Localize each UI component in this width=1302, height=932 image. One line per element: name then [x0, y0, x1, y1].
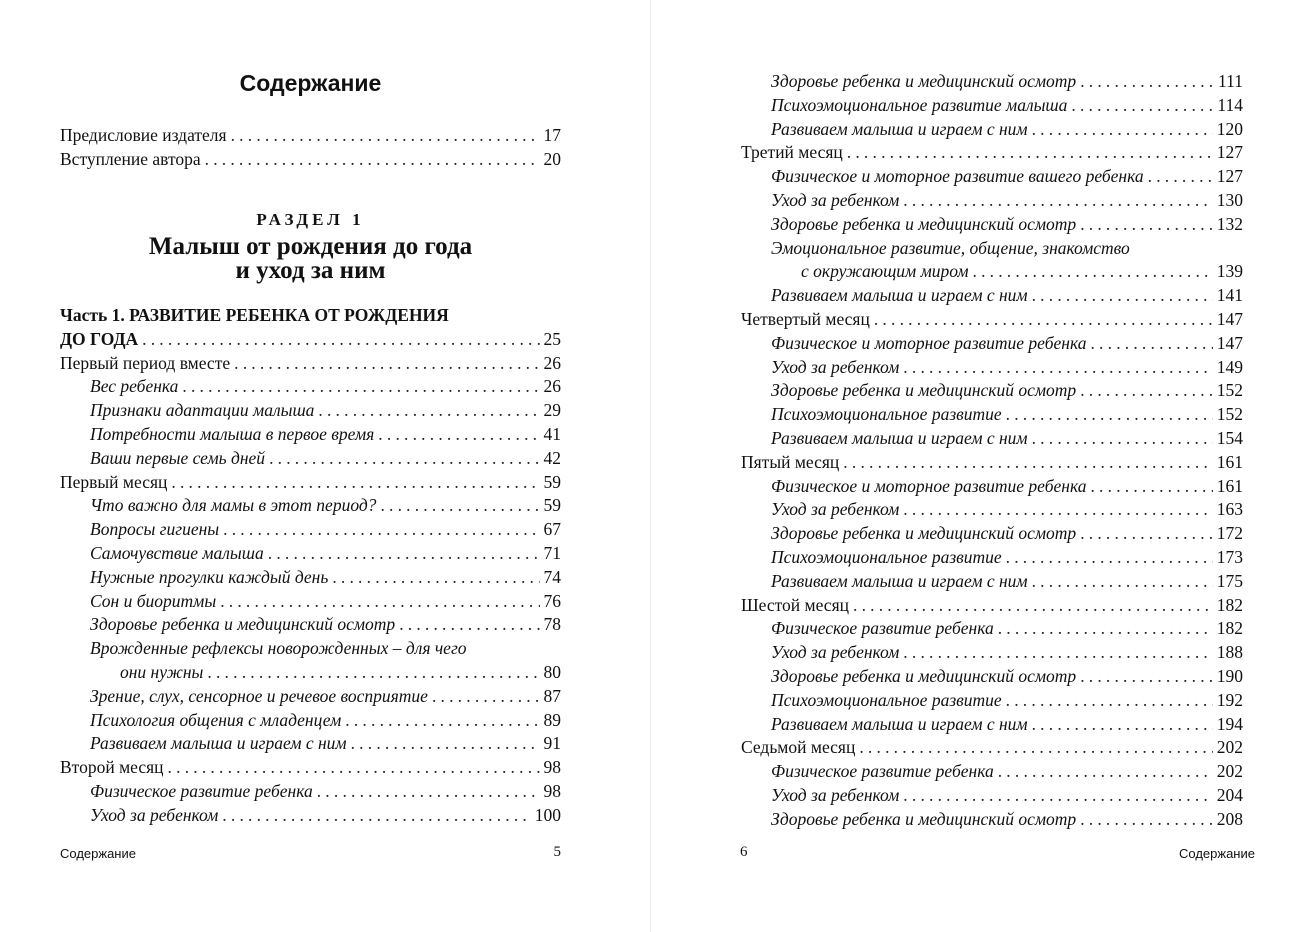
toc-entry-title: Развиваем малыша и играем с ним: [771, 118, 1028, 139]
toc-entry-title: Эмоциональное развитие, общение, знакомство: [771, 237, 1130, 258]
toc-list: [741, 70, 1243, 832]
toc-entry: [60, 709, 561, 733]
toc-entry: [741, 736, 1243, 760]
toc-page-number: 182: [1216, 594, 1243, 615]
dot-leader: [345, 709, 539, 733]
toc-page-number: 190: [1216, 665, 1243, 686]
dot-leader: [1006, 546, 1213, 570]
toc-page-number: 71: [543, 542, 561, 563]
toc-entry-continuation: [741, 260, 1243, 284]
toc-entry-title: Уход за ребенком: [771, 784, 900, 805]
toc-page-number: 67: [543, 519, 561, 540]
dot-leader: [1006, 403, 1213, 427]
toc-entry-title: Предисловие издателя: [60, 125, 227, 145]
toc-page-number: 139: [1216, 261, 1243, 282]
dot-leader: [378, 423, 539, 447]
toc-page-number: 59: [543, 471, 561, 492]
toc-page-number: 87: [543, 685, 561, 706]
dot-leader: [1080, 808, 1213, 832]
dot-leader: [903, 498, 1212, 522]
toc-entry-title: Здоровье ребенка и медицинский осмотр: [771, 523, 1077, 544]
toc-page-number: 114: [1217, 94, 1243, 115]
toc-entry-title-cont: с окружающим миром: [801, 261, 969, 282]
toc-entry-title-cont: ДО ГОДА: [60, 328, 139, 349]
toc-entry: [60, 685, 561, 709]
section-heading: [60, 235, 561, 283]
dot-leader: [1032, 713, 1213, 737]
section-heading-line: и уход за ним: [235, 257, 386, 284]
toc-page-number: 154: [1216, 427, 1243, 448]
dot-leader: [903, 356, 1212, 380]
toc-entry: [741, 379, 1243, 403]
dot-leader: [269, 447, 539, 471]
toc-entry: [741, 70, 1243, 94]
toc-entry: [741, 665, 1243, 689]
toc-entry: [60, 637, 561, 661]
toc-entry-title: Уход за ребенком: [90, 804, 219, 825]
toc-entry-title: Потребности малыша в первое время: [90, 423, 375, 444]
toc-entry: [741, 808, 1243, 832]
toc-entry-title: Физическое развитие ребенка: [771, 618, 994, 639]
toc-entry-title: Сон и биоритмы: [90, 590, 217, 611]
toc-entry: [741, 165, 1243, 189]
toc-page-number: 152: [1216, 404, 1243, 425]
toc-page-number: 25: [543, 328, 561, 349]
toc-entry: [741, 617, 1243, 641]
toc-page-number: 98: [543, 780, 561, 801]
toc-page-number: 182: [1216, 618, 1243, 639]
toc-entry-title-cont: они нужны: [120, 661, 204, 682]
toc-entry: [60, 732, 561, 756]
toc-page-number: 130: [1216, 189, 1243, 210]
dot-leader: [1071, 94, 1213, 118]
toc-entry: [741, 546, 1243, 570]
dot-leader: [380, 494, 539, 518]
page-number: 6: [740, 844, 748, 860]
toc-page-number: 147: [1216, 308, 1243, 329]
dot-leader: [973, 260, 1213, 284]
toc-entry: [60, 542, 561, 566]
toc-entry-title: Развиваем малыша и играем с ним: [771, 427, 1028, 448]
toc-entry-continuation: [60, 328, 561, 352]
toc-entry-title: Нужные прогулки каждый день: [90, 566, 329, 587]
toc-page-number: 41: [543, 423, 561, 444]
toc-entry-title: Врожденные рефлексы новорожденных – для чего: [90, 638, 467, 659]
toc-entry-title: Психоэмоциональное развитие: [771, 546, 1002, 567]
toc-entry-title: Признаки адаптации малыша: [90, 400, 315, 421]
toc-entry: [741, 213, 1243, 237]
toc-page-number: 141: [1216, 285, 1243, 306]
toc-page-number: 132: [1216, 213, 1243, 234]
toc-entry: [741, 403, 1243, 427]
toc-page-number: 202: [1216, 761, 1243, 782]
toc-entry-title: Физическое и моторное развитие вашего ребенка: [771, 166, 1144, 187]
toc-entry-title: Четвертый месяц: [741, 308, 870, 329]
toc-entry-title: Уход за ребенком: [771, 642, 900, 663]
toc-entry-title: Развиваем малыша и играем с ним: [771, 285, 1028, 306]
toc-entry-title: Здоровье ребенка и медицинский осмотр: [771, 380, 1077, 401]
toc-entry-title: Часть 1. РАЗВИТИЕ РЕБЕНКА ОТ РОЖДЕНИЯ: [60, 305, 449, 325]
toc-entry-title: Первый период вместе: [60, 352, 231, 373]
page-number: 5: [553, 844, 561, 860]
toc-entry: [741, 94, 1243, 118]
toc-page-number: 29: [543, 400, 561, 421]
toc-entry-continuation: [60, 661, 561, 685]
toc-page-number: 76: [543, 590, 561, 611]
toc-entry: [60, 613, 561, 637]
section-label: РАЗДЕЛ 1: [256, 210, 365, 229]
toc-page-number: 149: [1216, 356, 1243, 377]
dot-leader: [399, 613, 539, 637]
toc-entry: [741, 451, 1243, 475]
toc-entry: [741, 284, 1243, 308]
dot-leader: [859, 736, 1212, 760]
toc-entry-title: Второй месяц: [60, 757, 164, 778]
dot-leader: [1080, 70, 1214, 94]
toc-entry-title: Психоэмоциональное развитие: [771, 689, 1002, 710]
toc-page-number: 78: [543, 614, 561, 635]
toc-entry: [741, 356, 1243, 380]
toc-entry-title: Развиваем малыша и играем с ним: [771, 713, 1028, 734]
toc-entry-title: Уход за ребенком: [771, 499, 900, 520]
dot-leader: [1032, 118, 1213, 142]
toc-entry-title: Уход за ребенком: [771, 189, 900, 210]
toc-entry-title: Здоровье ребенка и медицинский осмотр: [771, 71, 1077, 91]
dot-leader: [847, 141, 1213, 165]
dot-leader: [1080, 522, 1213, 546]
toc-entry-title: Развиваем малыша и играем с ним: [90, 733, 347, 754]
toc-entry-title: Здоровье ребенка и медицинский осмотр: [771, 665, 1077, 686]
dot-leader: [205, 148, 540, 172]
toc-page-number: 173: [1216, 546, 1243, 567]
toc-entry: [60, 494, 561, 518]
dot-leader: [874, 308, 1213, 332]
dot-leader: [332, 566, 539, 590]
toc-entry: [741, 641, 1243, 665]
toc-entry-title: Уход за ребенком: [771, 356, 900, 377]
toc-entry-title: Пятый месяц: [741, 451, 840, 472]
toc-entry-title: Психоэмоциональное развитие: [771, 404, 1002, 425]
toc-entry: [60, 780, 561, 804]
dot-leader: [231, 124, 540, 148]
toc-entry-title: Развиваем малыша и играем с ним: [771, 570, 1028, 591]
toc-entry: [60, 804, 561, 828]
toc-page-number: 89: [543, 709, 561, 730]
toc-page-number: 127: [1216, 166, 1243, 187]
toc-entry-title: Физическое и моторное развитие ребенка: [771, 475, 1087, 496]
toc-page-number: 26: [543, 376, 561, 397]
contents-title: Содержание: [239, 70, 382, 96]
toc-entry: [741, 475, 1243, 499]
dot-leader: [222, 804, 530, 828]
dot-leader: [318, 399, 539, 423]
toc-entry: [741, 522, 1243, 546]
dot-leader: [1032, 570, 1213, 594]
dot-leader: [903, 189, 1212, 213]
toc-page-number: 163: [1216, 499, 1243, 520]
toc-entry-title: Вступление автора: [60, 148, 201, 169]
toc-entry: [741, 784, 1243, 808]
toc-entry: [60, 447, 561, 471]
toc-entry-title: Самочувствие малыша: [90, 542, 264, 563]
toc-entry-title: Вопросы гигиены: [90, 519, 220, 540]
dot-leader: [351, 732, 540, 756]
toc-page-number: 161: [1216, 475, 1243, 496]
toc-entry-title: Психоэмоциональное развитие малыша: [771, 94, 1068, 115]
toc-page-number: 100: [534, 804, 561, 825]
toc-page-number: 147: [1216, 332, 1243, 353]
dot-leader: [220, 590, 539, 614]
front-matter-list: [60, 124, 561, 172]
toc-page-number: 194: [1216, 713, 1243, 734]
toc-entry: [741, 141, 1243, 165]
running-footer-title: Содержание: [1179, 846, 1255, 861]
toc-entry: [741, 570, 1243, 594]
toc-entry: [741, 237, 1243, 261]
toc-entry: [60, 756, 561, 780]
dot-leader: [1032, 427, 1213, 451]
toc-entry: [60, 423, 561, 447]
dot-leader: [1080, 379, 1213, 403]
dot-leader: [223, 518, 539, 542]
toc-page-number: 17: [543, 125, 561, 145]
toc-entry-title: Здоровье ребенка и медицинский осмотр: [771, 808, 1077, 829]
toc-page-number: 175: [1216, 570, 1243, 591]
toc-entry: [741, 760, 1243, 784]
toc-entry: [60, 304, 561, 328]
dot-leader: [1090, 332, 1212, 356]
toc-entry-title: Шестой месяц: [741, 594, 849, 615]
toc-entry-title: Первый месяц: [60, 471, 168, 492]
toc-entry: [60, 399, 561, 423]
toc-entry: [741, 689, 1243, 713]
toc-page-number: 204: [1216, 784, 1243, 805]
toc-entry: [60, 352, 561, 376]
dot-leader: [998, 617, 1213, 641]
toc-page-number: 188: [1216, 642, 1243, 663]
toc-entry-title: Что важно для мамы в этот период?: [90, 495, 377, 516]
section-heading-line: Малыш от рождения до года: [148, 233, 473, 260]
running-footer-title: Содержание: [60, 846, 136, 861]
left-page: [0, 0, 650, 932]
toc-entry-title: Здоровье ребенка и медицинский осмотр: [90, 614, 396, 635]
toc-entry: [60, 124, 561, 148]
dot-leader: [317, 780, 540, 804]
toc-entry: [60, 518, 561, 542]
dot-leader: [1148, 165, 1213, 189]
toc-entry: [60, 566, 561, 590]
toc-entry-title: Ваши первые семь дней: [90, 447, 266, 468]
dot-leader: [1090, 475, 1212, 499]
dot-leader: [182, 375, 539, 399]
toc-entry: [741, 332, 1243, 356]
toc-entry-title: Здоровье ребенка и медицинский осмотр: [771, 213, 1077, 234]
toc-entry-title: Третий месяц: [741, 142, 843, 163]
toc-page-number: 42: [543, 447, 561, 468]
toc-page-number: 172: [1216, 523, 1243, 544]
dot-leader: [903, 641, 1212, 665]
toc-entry: [741, 713, 1243, 737]
toc-entry: [60, 590, 561, 614]
toc-page-number: 98: [543, 757, 561, 778]
toc-list: [60, 304, 561, 828]
toc-entry: [60, 148, 561, 172]
toc-page-number: 208: [1216, 808, 1243, 829]
toc-page-number: 26: [543, 352, 561, 373]
toc-entry: [741, 594, 1243, 618]
toc-entry: [741, 498, 1243, 522]
toc-page-number: 152: [1216, 380, 1243, 401]
toc-page-number: 111: [1218, 71, 1243, 91]
toc-entry: [741, 308, 1243, 332]
dot-leader: [1032, 284, 1213, 308]
toc-entry: [741, 427, 1243, 451]
toc-page-number: 59: [543, 495, 561, 516]
toc-page-number: 80: [543, 661, 561, 682]
toc-entry: [60, 375, 561, 399]
dot-leader: [1006, 689, 1213, 713]
dot-leader: [1080, 213, 1213, 237]
dot-leader: [432, 685, 540, 709]
dot-leader: [1080, 665, 1213, 689]
toc-entry-title: Физическое развитие ребенка: [771, 761, 994, 782]
toc-entry-title: Седьмой месяц: [741, 737, 856, 758]
toc-entry: [741, 118, 1243, 142]
toc-page-number: 74: [543, 566, 561, 587]
dot-leader: [903, 784, 1212, 808]
dot-leader: [171, 471, 539, 495]
toc-entry-title: Психология общения с младенцем: [90, 709, 342, 730]
dot-leader: [853, 594, 1213, 618]
toc-page-number: 192: [1216, 689, 1243, 710]
dot-leader: [142, 328, 539, 352]
toc-page-number: 20: [543, 148, 561, 169]
dot-leader: [168, 756, 540, 780]
dot-leader: [234, 352, 539, 376]
dot-leader: [843, 451, 1212, 475]
dot-leader: [268, 542, 540, 566]
right-page: [651, 0, 1302, 932]
toc-page-number: 161: [1216, 451, 1243, 472]
toc-page-number: 120: [1216, 118, 1243, 139]
toc-entry-title: Зрение, слух, сенсорное и речевое восприятие: [90, 685, 428, 706]
toc-entry: [741, 189, 1243, 213]
dot-leader: [207, 661, 539, 685]
toc-entry-title: Физическое и моторное развитие ребенка: [771, 332, 1087, 353]
toc-entry-title: Физическое развитие ребенка: [90, 780, 313, 801]
toc-page-number: 202: [1216, 737, 1243, 758]
toc-entry: [60, 471, 561, 495]
toc-page-number: 91: [543, 733, 561, 754]
dot-leader: [998, 760, 1213, 784]
toc-entry-title: Вес ребенка: [90, 376, 179, 397]
toc-page-number: 127: [1216, 142, 1243, 163]
